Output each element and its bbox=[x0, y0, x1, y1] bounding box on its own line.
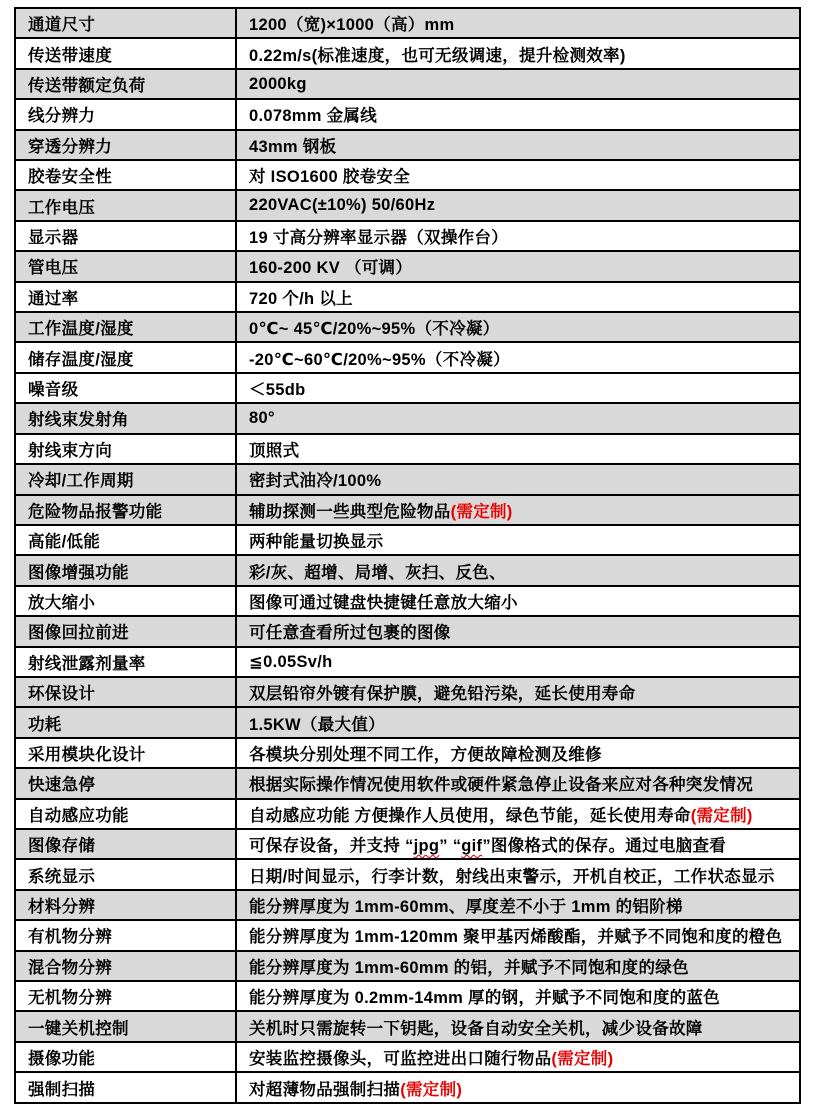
spec-value-text: 对 ISO1600 胶卷安全 bbox=[249, 168, 410, 187]
spec-value-text: 1.5KW（最大值） bbox=[249, 715, 385, 734]
spec-value-cell bbox=[236, 99, 800, 129]
spec-value-cell bbox=[236, 130, 800, 160]
table-row bbox=[15, 981, 800, 1011]
spec-value-cell bbox=[236, 677, 800, 707]
spec-label-cell: 传送带额定负荷 bbox=[15, 69, 236, 99]
spellcheck-word: jpg bbox=[413, 837, 440, 856]
spec-label-cell: 管电压 bbox=[15, 251, 236, 281]
spec-label-cell: 穿透分辨力 bbox=[15, 130, 236, 160]
spec-value-text: 0.22m/s(标准速度，也可无级调速，提升检测效率) bbox=[249, 46, 626, 65]
spec-value-cell bbox=[236, 190, 800, 220]
spec-value-cell bbox=[236, 890, 800, 920]
spec-value-text: 43mm 钢板 bbox=[249, 137, 337, 156]
spec-value-cell bbox=[236, 647, 800, 677]
spec-value-text: 能分辨厚度为 1mm-120mm 聚甲基丙烯酸酯，并赋予不同饱和度的橙色 bbox=[249, 928, 783, 947]
table-row bbox=[15, 525, 800, 555]
spec-label-cell: 环保设计 bbox=[15, 677, 236, 707]
spec-value-text: -20℃~60℃/20%~95%（不冷凝） bbox=[249, 350, 510, 369]
spec-label-cell: 储存温度/湿度 bbox=[15, 342, 236, 372]
spec-value-cell bbox=[236, 8, 800, 38]
spec-value-cell bbox=[236, 342, 800, 372]
spec-label-cell: 工作温度/湿度 bbox=[15, 312, 236, 342]
spec-value-text: ”图像格式的保存。通过电脑查看 bbox=[482, 837, 727, 856]
spec-label-cell: 无机物分辨 bbox=[15, 981, 236, 1011]
spec-label-cell: 传送带速度 bbox=[15, 38, 236, 68]
spec-table-body bbox=[15, 8, 800, 1103]
spec-value-cell bbox=[236, 1011, 800, 1041]
table-row bbox=[15, 859, 800, 889]
spec-value-cell bbox=[236, 221, 800, 251]
spec-value-cell bbox=[236, 525, 800, 555]
spec-value-cell bbox=[236, 38, 800, 68]
spec-value-cell bbox=[236, 616, 800, 646]
table-row bbox=[15, 738, 800, 768]
table-row bbox=[15, 495, 800, 525]
spec-value-cell bbox=[236, 981, 800, 1011]
spec-value-text: 2000kg bbox=[249, 74, 307, 93]
table-row bbox=[15, 221, 800, 251]
spec-label-cell: 通道尺寸 bbox=[15, 8, 236, 38]
table-row bbox=[15, 707, 800, 737]
spec-label-cell: 高能/低能 bbox=[15, 525, 236, 555]
spec-label-cell: 强制扫描 bbox=[15, 1072, 236, 1103]
table-row bbox=[15, 1072, 800, 1103]
table-row bbox=[15, 251, 800, 281]
spec-value-text: 安装监控摄像头，可监控进出口随行物品 bbox=[249, 1050, 552, 1069]
table-row bbox=[15, 160, 800, 190]
spec-label-cell: 功耗 bbox=[15, 707, 236, 737]
table-row bbox=[15, 555, 800, 585]
table-row bbox=[15, 799, 800, 829]
spec-value-cell bbox=[236, 920, 800, 950]
table-row bbox=[15, 99, 800, 129]
spec-value-text: ” “ bbox=[439, 837, 462, 856]
spec-value-cell bbox=[236, 799, 800, 829]
table-row bbox=[15, 69, 800, 99]
spec-label-cell: 工作电压 bbox=[15, 190, 236, 220]
table-row bbox=[15, 677, 800, 707]
spec-value-cell bbox=[236, 282, 800, 312]
spec-value-text: 图像可通过键盘快捷键任意放大缩小 bbox=[249, 593, 518, 612]
spec-value-cell bbox=[236, 738, 800, 768]
spec-table bbox=[14, 7, 801, 1104]
table-row bbox=[15, 1011, 800, 1041]
table-row bbox=[15, 829, 800, 859]
table-row bbox=[15, 282, 800, 312]
spec-value-cell bbox=[236, 768, 800, 798]
table-row bbox=[15, 342, 800, 372]
spec-label-cell: 冷却/工作周期 bbox=[15, 464, 236, 494]
table-row bbox=[15, 38, 800, 68]
spec-label-cell: 显示器 bbox=[15, 221, 236, 251]
spec-value-cell bbox=[236, 1072, 800, 1103]
spec-label-cell: 射线束方向 bbox=[15, 434, 236, 464]
spec-value-text: 彩/灰、超增、局增、灰扫、反色、 bbox=[249, 563, 506, 582]
custom-required-note: (需定制) bbox=[551, 1050, 614, 1069]
table-row bbox=[15, 586, 800, 616]
table-row bbox=[15, 373, 800, 403]
spec-value-cell bbox=[236, 403, 800, 433]
custom-required-note: (需定制) bbox=[690, 806, 753, 825]
spec-value-text: 两种能量切换显示 bbox=[249, 533, 384, 552]
spec-value-text: 能分辨厚度为 1mm-60mm、厚度差不小于 1mm 的铝阶梯 bbox=[249, 897, 683, 916]
spec-value-text: 720 个/h 以上 bbox=[249, 289, 353, 308]
spec-value-cell bbox=[236, 495, 800, 525]
spec-value-text: 0.078mm 金属线 bbox=[249, 107, 378, 126]
table-row bbox=[15, 647, 800, 677]
spec-label-cell: 混合物分辨 bbox=[15, 951, 236, 981]
spec-value-text: 220VAC(±10%) 50/60Hz bbox=[249, 196, 436, 215]
spec-value-text: 160-200 KV （可调） bbox=[249, 259, 413, 278]
spec-label-cell: 图像增强功能 bbox=[15, 555, 236, 585]
custom-required-note: (需定制) bbox=[450, 502, 513, 521]
spec-value-text: 自动感应功能 方便操作人员使用，绿色节能，延长使用寿命 bbox=[249, 806, 691, 825]
spec-value-text: 19 寸高分辨率显示器（双操作台） bbox=[249, 229, 509, 248]
spec-label-cell: 放大缩小 bbox=[15, 586, 236, 616]
spec-label-cell: 胶卷安全性 bbox=[15, 160, 236, 190]
spec-value-text: 双层铅帘外镀有保护膜，避免铅污染，延长使用寿命 bbox=[249, 685, 636, 704]
spec-value-text: 各模块分别处理不同工作，方便故障检测及维修 bbox=[249, 745, 602, 764]
spec-value-cell bbox=[236, 464, 800, 494]
table-row bbox=[15, 130, 800, 160]
spec-label-cell: 一键关机控制 bbox=[15, 1011, 236, 1041]
table-row bbox=[15, 616, 800, 646]
spec-label-cell: 通过率 bbox=[15, 282, 236, 312]
table-row bbox=[15, 1042, 800, 1072]
spec-value-cell bbox=[236, 434, 800, 464]
spec-value-text: 顶照式 bbox=[249, 441, 300, 460]
spec-value-text: 对超薄物品强制扫描 bbox=[249, 1080, 401, 1099]
spec-label-cell: 采用模块化设计 bbox=[15, 738, 236, 768]
spec-value-text: 可任意查看所过包裹的图像 bbox=[249, 624, 451, 643]
custom-required-note: (需定制) bbox=[400, 1080, 463, 1099]
spec-label-cell: 图像回拉前进 bbox=[15, 616, 236, 646]
spec-value-text: 关机时只需旋转一下钥匙，设备自动安全关机，减少设备故障 bbox=[249, 1019, 703, 1038]
spec-label-cell: 摄像功能 bbox=[15, 1042, 236, 1072]
spec-value-cell bbox=[236, 586, 800, 616]
spec-label-cell: 危险物品报警功能 bbox=[15, 495, 236, 525]
table-row bbox=[15, 464, 800, 494]
table-row bbox=[15, 403, 800, 433]
spec-value-cell bbox=[236, 951, 800, 981]
spec-label-cell: 有机物分辨 bbox=[15, 920, 236, 950]
spec-label-cell: 快速急停 bbox=[15, 768, 236, 798]
spec-value-text: 1200（宽)×1000（高）mm bbox=[249, 16, 455, 35]
table-row bbox=[15, 768, 800, 798]
spec-value-cell bbox=[236, 859, 800, 889]
spec-value-cell bbox=[236, 160, 800, 190]
spec-value-text: 80° bbox=[249, 408, 275, 427]
spec-label-cell: 系统显示 bbox=[15, 859, 236, 889]
spec-value-text: 根据实际操作情况使用软件或硬件紧急停止设备来应对各种突发情况 bbox=[249, 776, 753, 795]
spec-label-cell: 自动感应功能 bbox=[15, 799, 236, 829]
spec-value-cell bbox=[236, 373, 800, 403]
spec-label-cell: 材料分辨 bbox=[15, 890, 236, 920]
table-row bbox=[15, 190, 800, 220]
spec-value-cell bbox=[236, 312, 800, 342]
table-row bbox=[15, 312, 800, 342]
spec-value-text: ＜55db bbox=[249, 381, 306, 400]
spec-label-cell: 噪音级 bbox=[15, 373, 236, 403]
table-row bbox=[15, 890, 800, 920]
table-row bbox=[15, 951, 800, 981]
spec-label-cell: 图像存储 bbox=[15, 829, 236, 859]
spec-value-cell bbox=[236, 829, 800, 859]
spellcheck-word: gif bbox=[461, 837, 483, 856]
spec-value-text: 能分辨厚度为 1mm-60mm 的铝，并赋予不同饱和度的绿色 bbox=[249, 958, 689, 977]
spec-label-cell: 线分辨力 bbox=[15, 99, 236, 129]
spec-value-text: ≦0.05Sv/h bbox=[249, 652, 333, 671]
spec-label-cell: 射线泄露剂量率 bbox=[15, 647, 236, 677]
table-row bbox=[15, 8, 800, 38]
spec-value-text: 辅助探测一些典型危险物品 bbox=[249, 502, 451, 521]
spec-value-text: 可保存设备，并支持 “ bbox=[249, 837, 414, 856]
table-row bbox=[15, 434, 800, 464]
spec-value-text: 密封式油冷/100% bbox=[249, 472, 382, 491]
spec-value-text: 0℃~ 45℃/20%~95%（不冷凝） bbox=[249, 320, 500, 339]
spec-value-cell bbox=[236, 1042, 800, 1072]
table-row bbox=[15, 920, 800, 950]
spec-value-cell bbox=[236, 69, 800, 99]
spec-value-cell bbox=[236, 251, 800, 281]
spec-value-cell bbox=[236, 707, 800, 737]
spec-value-text: 能分辨厚度为 0.2mm-14mm 厚的钢，并赋予不同饱和度的蓝色 bbox=[249, 989, 721, 1008]
spec-value-cell bbox=[236, 555, 800, 585]
spec-value-text: 日期/时间显示，行李计数，射线出束警示，开机自校正，工作状态显示 bbox=[249, 867, 775, 886]
spec-label-cell: 射线束发射角 bbox=[15, 403, 236, 433]
